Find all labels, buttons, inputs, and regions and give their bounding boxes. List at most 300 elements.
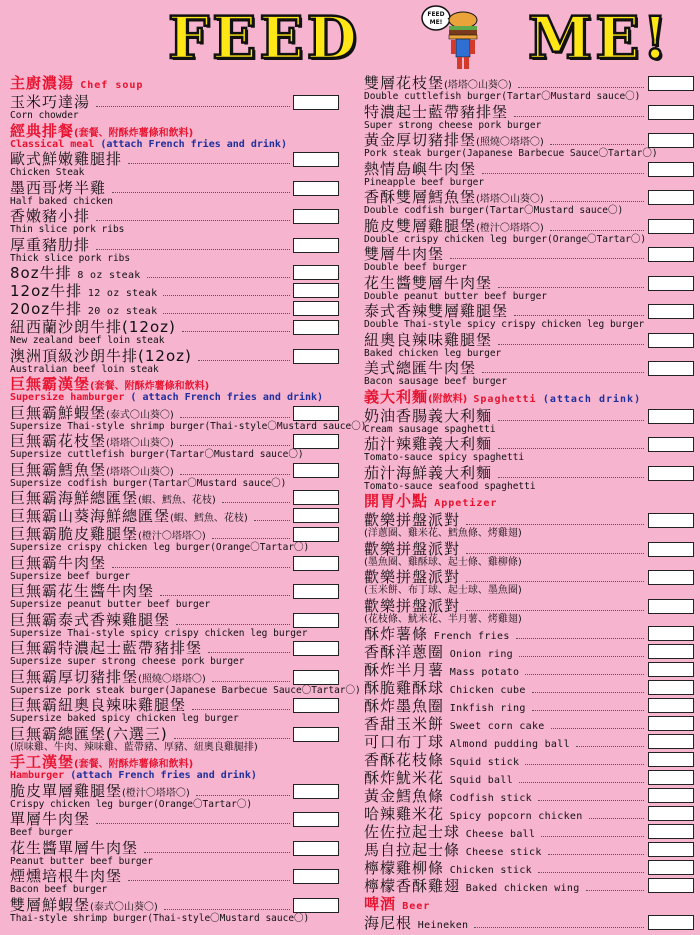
quantity-box[interactable]: [293, 209, 339, 224]
menu-item-name-zh: 紐奧良辣味雞腿堡: [364, 330, 493, 349]
menu-item: [362, 407, 694, 436]
menu-item-name-zh: 墨西哥烤半雞: [10, 178, 107, 197]
menu-item-name-en: (洋蔥圈、雞米花、鱈魚條、烤雞翅): [364, 528, 522, 539]
menu-item-name-zh: 奶油香腸義大利麵: [364, 406, 493, 425]
dot-leader: [532, 684, 644, 693]
menu-item-name-zh: 歐式鮮嫩雞腿排: [10, 150, 123, 168]
section-title-zh: 啤酒: [364, 895, 397, 913]
dot-leader: [519, 774, 644, 783]
menu-item-name-zh: 特濃起士藍帶豬排堡: [364, 102, 509, 121]
quantity-box[interactable]: [293, 698, 339, 713]
menu-item-name-en: Tomato-sauce spicy spaghetti: [364, 452, 525, 463]
menu-item-name: [364, 597, 460, 615]
menu-item-name-en: Thai-style shrimp burger(Thai-style〇Mustard sauce〇): [10, 912, 310, 924]
menu-item: [362, 679, 694, 697]
menu-item-name: [364, 331, 492, 349]
menu-item: [8, 525, 343, 554]
quantity-box[interactable]: [293, 95, 339, 110]
menu-item-sauce-options: (橙汁〇塔塔〇): [476, 222, 544, 234]
menu-item-name-zh: 檸檬香酥雞翅: [364, 877, 461, 895]
menu-item-name: [10, 179, 106, 197]
menu-item-name-en: Chicken stick: [449, 865, 532, 876]
quantity-box[interactable]: [648, 860, 694, 875]
menu-item-name-en: Double peanut butter beef burger: [364, 290, 548, 302]
menu-item: [8, 264, 343, 282]
quantity-box[interactable]: [648, 662, 694, 677]
menu-item: [8, 207, 343, 236]
menu-item-name-zh: 巨無霸紐奧良辣味雞腿堡: [10, 696, 187, 714]
menu-item-name-en: Supersize super strong cheese pork burger: [10, 656, 245, 667]
quantity-box[interactable]: [293, 613, 339, 628]
section-title-en: Spaghetti: [473, 393, 537, 405]
menu-item-name: [10, 639, 202, 657]
dot-leader: [518, 79, 644, 88]
svg-text:ME!: ME!: [429, 19, 443, 26]
quantity-box[interactable]: [648, 105, 694, 120]
menu-item-name-zh: 巨無霸山葵海鮮總匯堡: [10, 507, 171, 525]
section-title-zh: 經典排餐: [10, 121, 75, 140]
menu-item-name-zh: 酥炸半月薯: [364, 661, 445, 679]
menu-item-name-zh: 煙燻培根牛肉堡: [10, 867, 123, 885]
menu-item-name-en: Cheese ball: [465, 829, 536, 840]
menu-item-name-zh: 香嫩豬小排: [10, 207, 91, 225]
menu-item-name-en: Supersize cuttlefish burger(Tartar〇Mustard sauce〇): [10, 449, 304, 460]
menu-item: [362, 245, 694, 274]
dot-leader: [466, 602, 644, 611]
menu-item: [8, 507, 343, 525]
section-title-en-text: Hamburger: [10, 770, 65, 781]
dot-leader: [525, 666, 644, 675]
dot-leader: [96, 815, 290, 824]
dot-leader: [482, 364, 644, 373]
dot-leader: [96, 212, 290, 221]
menu-item-name-en: Chicken Steak: [10, 167, 85, 178]
menu-item-name: [10, 236, 90, 254]
quantity-box[interactable]: [648, 644, 694, 659]
menu-item: [362, 823, 694, 841]
menu-item: [8, 582, 343, 611]
dot-leader: [450, 250, 644, 259]
menu-item-name-zh: 茄汁辣雞義大利麵: [364, 435, 493, 453]
quantity-box[interactable]: [293, 434, 339, 449]
section-header: [8, 375, 343, 404]
dot-leader: [174, 730, 290, 739]
menu-item-name: [364, 568, 460, 586]
menu-item: [8, 236, 343, 265]
quantity-box[interactable]: [648, 788, 694, 803]
menu-item-name: [10, 867, 122, 885]
menu-item-name-en: Squid ball: [449, 775, 514, 786]
menu-item-name-en: Onion ring: [449, 649, 514, 660]
quantity-box[interactable]: [293, 301, 339, 316]
menu-item-name-zh: 澳洲頂級沙朗牛排(12oz): [10, 346, 192, 365]
section-title-zh: 義大利麵: [364, 387, 429, 406]
menu-item-name-zh: 巨無霸牛肉堡: [10, 553, 107, 572]
quantity-box[interactable]: [648, 716, 694, 731]
menu-item: [362, 359, 694, 388]
menu-item: [362, 914, 694, 932]
dot-leader: [128, 155, 290, 164]
menu-item: [8, 839, 343, 868]
menu-item: [362, 697, 694, 715]
menu-item-name: [364, 914, 468, 935]
menu-item-name-en: Pineapple beef burger: [364, 176, 485, 188]
dot-leader: [147, 269, 290, 278]
quantity-box[interactable]: [293, 490, 339, 505]
menu-item: [8, 810, 343, 839]
menu-item-name-zh: 厚重豬肋排: [10, 235, 91, 254]
menu-item-name-en: Cheese stick: [465, 847, 542, 858]
section-subtitle-zh: (附飲料): [428, 393, 468, 405]
dot-leader: [144, 844, 290, 853]
menu-item-name-zh: 巨無霸花枝堡: [10, 432, 107, 450]
menu-item-name-en: Chicken cube: [449, 685, 526, 696]
menu-item-name-en: Baked chicken leg burger: [364, 347, 502, 359]
menu-item: [362, 131, 694, 160]
menu-item-name-zh: 檸檬雞柳條: [364, 859, 445, 877]
menu-item: [8, 725, 343, 754]
dot-leader: [254, 512, 290, 521]
quantity-box[interactable]: [648, 361, 694, 376]
menu-item-name-zh: 脆皮雙層雞腿堡: [364, 216, 477, 235]
menu-item: [362, 217, 694, 246]
quantity-box[interactable]: [648, 626, 694, 641]
menu-item-name: [10, 696, 186, 714]
menu-item: [362, 274, 694, 303]
quantity-box[interactable]: [648, 542, 694, 557]
quantity-box[interactable]: [648, 698, 694, 713]
section-title-en: Appetizer: [434, 498, 498, 509]
section-header: [8, 753, 343, 782]
quantity-box[interactable]: [648, 409, 694, 424]
section-title-zh: 開胃小點: [364, 492, 429, 510]
menu-item-name: [10, 611, 170, 629]
quantity-box[interactable]: [648, 752, 694, 767]
menu-item-name-zh: 歡樂拼盤派對: [364, 511, 461, 529]
dot-leader: [514, 108, 644, 117]
quantity-box[interactable]: [293, 406, 339, 421]
menu-item: [362, 188, 694, 217]
quantity-box[interactable]: [648, 304, 694, 319]
quantity-box[interactable]: [648, 247, 694, 262]
menu-item: [362, 841, 694, 859]
menu-item-name-en: Peanut butter beef burger: [10, 855, 153, 867]
menu-item: [8, 782, 343, 811]
menu-item: [8, 667, 361, 697]
menu-item: [8, 489, 343, 507]
section-title-en: Beer: [402, 901, 431, 912]
menu-item-name-zh: 雙層鮮蝦堡: [10, 895, 91, 914]
dot-leader: [576, 738, 644, 747]
menu-item-name-zh: 歡樂拼盤派對: [364, 596, 461, 615]
menu-item-name-en: Heineken: [417, 920, 469, 931]
dot-leader: [498, 469, 644, 478]
menu-item-name-en: Double Thai-style spicy crispy chicken leg burger: [364, 319, 645, 330]
menu-item-name-zh: 巨無霸海鮮總匯堡: [10, 489, 139, 507]
menu-item-name-en: Tomato-sauce seafood spaghetti: [364, 480, 536, 492]
section-title-en-text: Supersize hamburger: [10, 392, 125, 403]
menu-item-name-zh: 巨無霸泰式香辣雞腿堡: [10, 610, 171, 629]
quantity-box[interactable]: [648, 734, 694, 749]
dot-leader: [96, 98, 290, 107]
dot-leader: [541, 828, 644, 837]
menu-item: [362, 597, 694, 626]
menu-item-name-en: Double crispy chicken leg burger(Orange〇Tartar〇): [364, 233, 647, 245]
dot-leader: [498, 279, 644, 288]
quantity-box[interactable]: [648, 824, 694, 839]
quantity-box[interactable]: [293, 527, 339, 542]
quantity-box[interactable]: [648, 466, 694, 481]
menu-item-name-zh: 黃金鱈魚條: [364, 787, 445, 805]
menu-item-name: [364, 435, 492, 453]
menu-item-name: [10, 554, 106, 572]
menu-item-name-en: Corn chowder: [10, 110, 79, 121]
quantity-box[interactable]: [293, 641, 339, 656]
quantity-box[interactable]: [648, 915, 694, 930]
menu-item: [362, 625, 694, 643]
menu-item-name-zh: 熱情島嶼牛肉堡: [364, 159, 477, 178]
menu-item-name-zh: 佐佐拉起士球: [364, 823, 461, 841]
quantity-box[interactable]: [648, 219, 694, 234]
quantity-box[interactable]: [293, 320, 339, 335]
menu-item-name-en: Supersize Thai-style shrimp burger(Thai-style〇Mustard sauce〇): [10, 420, 367, 432]
section-title-zh: 手工漢堡: [10, 753, 75, 771]
menu-item-name-zh: 雙層花枝堡: [364, 74, 445, 92]
quantity-box[interactable]: [293, 784, 339, 799]
menu-item: [8, 403, 367, 433]
menu-item-name-en: Bacon beef burger: [10, 884, 108, 895]
section-subtitle-zh: (套餐、附酥炸薯條和飲料): [74, 127, 194, 139]
menu-item-name-en: Pork steak burger(Japanese Barbecue Sauce〇Tartar〇): [364, 148, 658, 159]
section-subtitle-en: (attach French fries and drink): [70, 770, 257, 781]
menu-item-name-en: Supersize crispy chicken leg burger(Orange〇Tartar〇): [10, 542, 310, 553]
dot-leader: [525, 756, 644, 765]
dot-leader: [196, 787, 290, 796]
menu-item-name-zh: 酥炸墨魚圈: [364, 697, 445, 715]
quantity-box[interactable]: [648, 276, 694, 291]
section-subtitle-zh: (套餐、附酥炸薯條和飲料): [74, 759, 194, 770]
dot-leader: [182, 323, 290, 332]
menu-header: [0, 0, 700, 74]
menu-item: [362, 859, 694, 877]
quantity-box[interactable]: [293, 349, 339, 364]
dot-leader: [163, 305, 290, 314]
dot-leader: [550, 193, 644, 202]
menu-item-name-zh: 巨無霸脆皮雞腿堡: [10, 525, 139, 543]
quantity-box[interactable]: [293, 727, 339, 742]
menu-item: [362, 805, 694, 823]
quantity-box[interactable]: [293, 265, 339, 280]
menu-item-name-en: New zealand beef loin steak: [10, 335, 165, 346]
dot-leader: [160, 587, 290, 596]
quantity-box[interactable]: [648, 190, 694, 205]
quantity-box[interactable]: [648, 513, 694, 528]
quantity-box[interactable]: [293, 238, 339, 253]
menu-item-name-en: Baked chicken wing: [465, 883, 580, 894]
section-title-zh: 巨無霸漢堡: [10, 375, 91, 393]
quantity-box[interactable]: [293, 670, 339, 685]
menu-item-sauce-options: (塔塔〇山葵〇): [444, 80, 512, 91]
quantity-box[interactable]: [648, 842, 694, 857]
menu-item-name: [10, 93, 90, 111]
section-title-en-text: Classical meal: [10, 138, 95, 150]
menu-item-name-en: Spicy popcorn chicken: [449, 811, 583, 822]
menu-item-name-en: Double beef burger: [364, 262, 467, 273]
dot-leader: [551, 720, 644, 729]
menu-item-name-zh: 歡樂拼盤派對: [364, 539, 461, 558]
menu-item: [362, 103, 694, 132]
section-title: [364, 895, 430, 916]
quantity-box[interactable]: [293, 283, 339, 298]
menu-item: [8, 432, 343, 461]
menu-item-name: [10, 839, 138, 857]
menu-column-right: [362, 74, 694, 932]
menu-item-name-zh: 酥炸薯條: [364, 625, 429, 643]
menu-item-sauce-options: (泰式〇山葵〇): [90, 901, 158, 913]
title-me: ME!: [528, 4, 671, 72]
menu-item: [362, 74, 694, 103]
menu-item: [362, 160, 694, 189]
quantity-box[interactable]: [293, 898, 339, 913]
quantity-box[interactable]: [648, 770, 694, 785]
menu-item-name-en: (原味雞、牛肉、辣味雞、藍帶豬、厚豬、紐奧良雞腿排): [10, 741, 258, 753]
dot-leader: [474, 919, 644, 928]
menu-item-name: [364, 407, 492, 425]
menu-item-name: [10, 810, 90, 828]
quantity-box[interactable]: [648, 599, 694, 614]
burger-mascot-logo: [420, 2, 480, 72]
menu-item-name: [364, 103, 508, 121]
section-subtitle-zh: (套餐、附酥炸薯條和飲料): [90, 381, 210, 392]
dot-leader: [466, 573, 644, 582]
menu-item-name-en: French fries: [433, 631, 510, 642]
dot-leader: [548, 846, 644, 855]
dot-leader: [498, 412, 644, 421]
section-subtitle-en: (attach French fries and drink): [100, 138, 287, 150]
menu-item-name-zh: 香酥雙層鱈魚堡: [364, 188, 477, 206]
menu-item-name-en: 12 oz steak: [87, 288, 158, 299]
dot-leader: [212, 673, 290, 682]
menu-item-name: [10, 582, 154, 600]
menu-item: [362, 302, 694, 331]
section-subtitle-en: (attach drink): [542, 393, 642, 405]
menu-item: [8, 896, 343, 925]
menu-item: [8, 696, 343, 725]
menu-item: [362, 715, 694, 733]
quantity-box[interactable]: [648, 680, 694, 695]
menu-item-name-zh: 香甜玉米餅: [364, 715, 445, 733]
menu-item-name-en: 8 oz steak: [77, 270, 141, 281]
menu-item-name-en: Supersize beef burger: [10, 570, 131, 582]
menu-item-name-zh: 馬自拉起士條: [364, 841, 461, 859]
section-title-en: Chef soup: [80, 80, 144, 91]
menu-item: [8, 300, 343, 318]
menu-item: [8, 282, 343, 300]
quantity-box[interactable]: [293, 869, 339, 884]
menu-item-name-zh: 單層牛肉堡: [10, 810, 91, 828]
menu-item-name-zh: 香酥洋蔥圈: [364, 643, 445, 661]
dot-leader: [589, 810, 644, 819]
menu-item-name-zh: 美式總匯牛肉堡: [364, 359, 477, 377]
quantity-box[interactable]: [293, 152, 339, 167]
menu-item-name-en: Super strong cheese pork burger: [364, 119, 542, 131]
menu-item-sauce-options: (橙汁〇塔塔〇): [138, 531, 206, 542]
menu-item-name-en: Beef burger: [10, 827, 73, 838]
menu-item-name-zh: 雙層牛肉堡: [364, 245, 445, 263]
menu-item-name-zh: 酥炸魷米花: [364, 769, 445, 787]
menu-item-name: [364, 160, 476, 178]
dot-leader: [96, 241, 290, 250]
svg-text:FEED: FEED: [427, 11, 445, 18]
quantity-box[interactable]: [648, 806, 694, 821]
section-title: [364, 388, 641, 409]
section-title: [10, 74, 143, 95]
dot-leader: [180, 437, 290, 446]
dot-leader: [516, 630, 644, 639]
menu-item-name-zh: 哈辣雞米花: [364, 805, 445, 823]
menu-item: [8, 554, 343, 583]
quantity-box[interactable]: [648, 133, 694, 148]
menu-item-name-en: Codfish stick: [449, 793, 532, 804]
dot-leader: [466, 516, 644, 525]
menu-item-name-zh: 黃金厚切豬排堡: [364, 131, 477, 149]
menu-item-name-en: (墨魚圈、雞酥球、起士條、雞柳條): [364, 556, 522, 568]
dot-leader: [176, 616, 290, 625]
menu-item: [362, 464, 694, 493]
menu-item-name-en: Inkfish ring: [449, 703, 526, 714]
menu-item-name-en: Supersize codfish burger(Tartar〇Mustard sauce〇): [10, 477, 287, 489]
menu-item-name-en: Thick slice pork ribs: [10, 252, 131, 264]
menu-item-name-en: Supersize Thai-style spicy crispy chicken leg burger: [10, 627, 308, 639]
dot-leader: [538, 792, 644, 801]
quantity-box[interactable]: [648, 878, 694, 893]
menu-item-sauce-options: (橙汁〇塔塔〇): [122, 787, 190, 799]
quantity-box[interactable]: [293, 181, 339, 196]
menu-item-name-en: Bacon sausage beef burger: [364, 376, 507, 387]
quantity-box[interactable]: [293, 841, 339, 856]
quantity-box[interactable]: [293, 584, 339, 599]
dot-leader: [112, 184, 290, 193]
section-header: [362, 895, 694, 914]
menu-item-name: [10, 725, 168, 743]
menu-item-name-zh: 紐西蘭沙朗牛排(12oz): [10, 318, 176, 336]
menu-item: [8, 639, 343, 668]
quantity-box[interactable]: [293, 812, 339, 827]
menu-item-name: [364, 464, 492, 482]
title-feed: FEED: [168, 4, 360, 72]
quantity-box[interactable]: [293, 463, 339, 478]
section-title-en: [10, 392, 323, 403]
menu-item-sauce-options: (蝦、鱈魚、花枝): [138, 495, 216, 506]
menu-item: [362, 511, 694, 540]
menu-item-name: [364, 540, 460, 558]
quantity-box[interactable]: [648, 570, 694, 585]
quantity-box[interactable]: [648, 162, 694, 177]
menu-item: [8, 179, 343, 208]
menu-item-name-zh: 玉米巧達湯: [10, 93, 91, 111]
dot-leader: [514, 307, 644, 316]
section-title-en: [10, 770, 257, 781]
quantity-box[interactable]: [648, 437, 694, 452]
menu-item-name-en: Supersize peanut butter beef burger: [10, 599, 211, 610]
quantity-box[interactable]: [648, 333, 694, 348]
quantity-box[interactable]: [293, 508, 339, 523]
menu-item-name-en: Mass potato: [449, 667, 520, 678]
quantity-box[interactable]: [293, 556, 339, 571]
quantity-box[interactable]: [648, 76, 694, 91]
dot-leader: [208, 644, 290, 653]
menu-item: [362, 540, 694, 569]
